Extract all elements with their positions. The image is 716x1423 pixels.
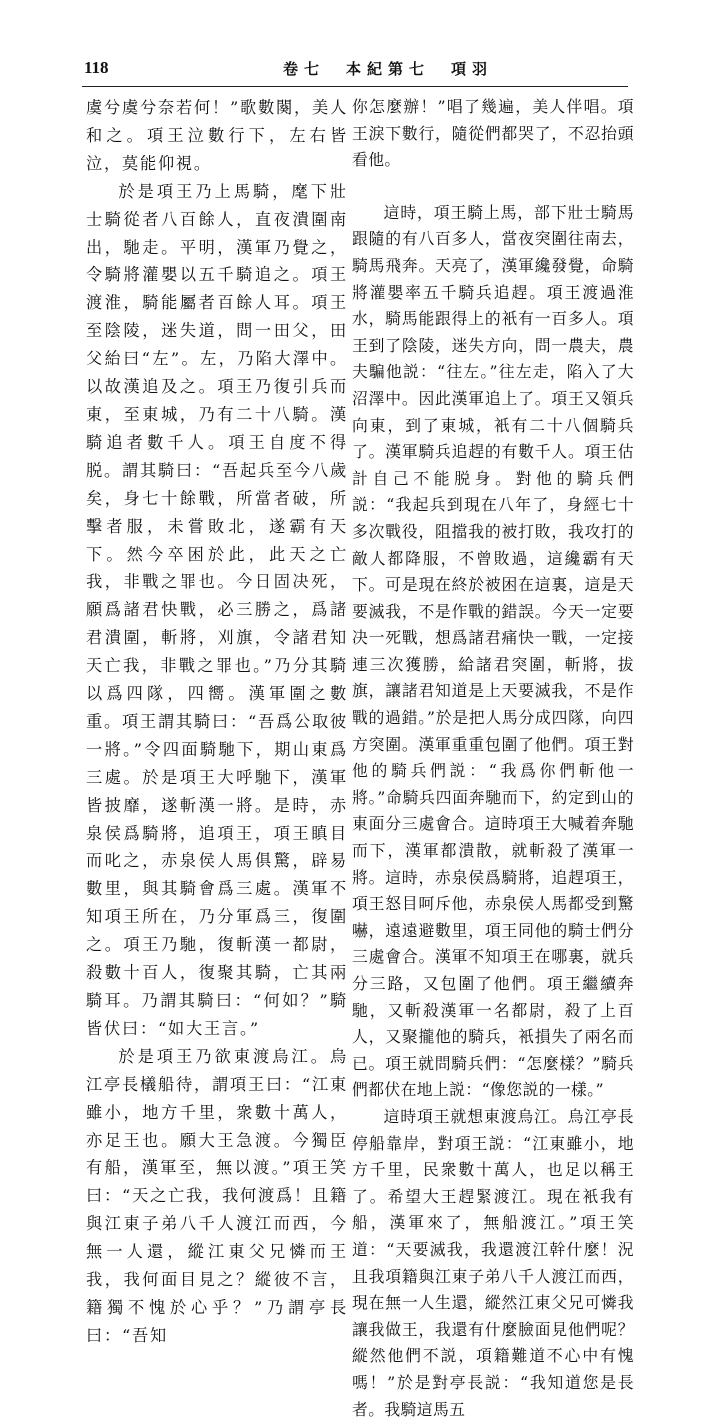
page-header	[0, 0, 716, 90]
translation-paragraph: 這時，項王騎上馬，部下壯士騎馬跟隨的有八百多人，當夜突圍往南去，騎馬飛奔。天亮了，漢軍纔發覺，命騎將灌嬰率五千騎兵追趕。項王渡過淮水，騎馬能跟得上的衹有一百多人。項王到了陰陵，迷失方向，問一農夫，農夫騙他説：“往左。”往左走，陷入了大沼澤中。因此漢軍追上了。項王又領兵向東，到了東城，衹有二十八個騎兵了。漢軍騎兵追趕的有數千人。項王估計自己不能脱身。對他的騎兵們説：“我起兵到現在八年了，身經七十多次戰役，阻擋我的被打敗，我攻打的敵人都降服，不曾敗過，這纔霸有天下。可是現在終於被困在這裏，這是天要滅我，不是作戰的錯誤。今天一定要决一死戰，想爲諸君痛快一戰，一定接連三次獲勝，給諸君突圍，斬將，拔旗，讓諸君知道是上天要滅我，不是作戰的過錯。”於是把人馬分成四隊，向四方突圍。漢軍重重包圍了他們。項王對他的騎兵們説：“我爲你們斬他一將。”命騎兵四面奔馳而下，約定到山的東面分三處會合。這時項王大喊着奔馳而下，漢軍都潰散，就斬殺了漢軍一將。這時，赤泉侯爲騎將，追趕項王，項王怒目呵斥他，赤泉侯人馬都受到驚嚇，遠遠避數里，項王同他的騎士們分三處會合。漢軍不知項王在哪裏，就兵分三路，又包圍了他們。項王繼續奔馳，又斬殺漢軍一名都尉，殺了上百人，又聚攏他的騎兵，衹損失了兩名而已。項王就問騎兵們：“怎麼樣？”騎兵們都伏在地上説：“像您説的一樣。”	[352, 202, 634, 1100]
classical-paragraph: 虞兮虞兮奈若何！”歌數闋，美人和之。項王泣數行下，左右皆泣，莫能仰視。	[86, 98, 348, 173]
translation-paragraph: 這時項王就想東渡烏江。烏江亭長停船靠岸，對項王説：“江東雖小，地方千里，民衆數十萬人，也足以稱王了。希望大王趕緊渡江。現在衹我有船，漢軍來了，無船渡江。”項王笑道：“天要滅我，我還渡江幹什麼！況且我項籍與江東子弟八千人渡江而西，現在無一人生還，縱然江東父兄可憐我讓我做王，我還有什麼臉面見他們呢？縱然他們不説，項籍難道不心中有愧嗎！”於是對亭長説：“我知道您是長者。我騎這馬五	[352, 1106, 634, 1419]
page-number: 118	[84, 58, 109, 77]
translation-paragraph: 你怎麼辦！”唱了幾遍，美人伴唱。項王淚下數行，隨從們都哭了，不忍抬頭看他。	[352, 97, 634, 170]
running-title: 卷七 本紀第七 項羽	[282, 60, 493, 78]
translation-text-column	[352, 94, 634, 1423]
header-rule	[82, 86, 628, 87]
classical-paragraph: 於是項王乃上馬騎，麾下壯士騎從者八百餘人，直夜潰圍南出，馳走。平明，漢軍乃覺之，令騎將灌嬰以五千騎追之。項王渡淮，騎能屬者百餘人耳。項王至陰陵，迷失道，問一田父，田父紿曰“左”。左，乃陷大澤中。以故漢追及之。項王乃復引兵而東，至東城，乃有二十八騎。漢騎追者數千人。項王自度不得脱。謂其騎曰：“吾起兵至今八歲矣，身七十餘戰，所當者破，所擊者服，未嘗敗北，遂霸有天下。然今卒困於此，此天之亡我，非戰之罪也。今日固决死，願爲諸君快戰，必三勝之，爲諸君潰圍，斬將，刈旗，令諸君知天亡我，非戰之罪也。”乃分其騎以爲四隊，四嚮。漢軍圍之數重。項王謂其騎曰：“吾爲公取彼一將。”令四面騎馳下，期山東爲三處。於是項王大呼馳下，漢軍皆披靡，遂斬漢一將。是時，赤泉侯爲騎將，追項王，項王瞋目而叱之，赤泉侯人馬俱驚，辟易數里，與其騎會爲三處。漢軍不知項王所在，乃分軍爲三，復圍之。項王乃馳，復斬漢一都尉，殺數十百人，復聚其騎，亡其兩騎耳。乃謂其騎曰：“何如？”騎皆伏曰：“如大王言。”	[86, 181, 348, 1038]
classical-text-column	[86, 94, 348, 1350]
classical-paragraph: 於是項王乃欲東渡烏江。烏江亭長檥船待，謂項王曰：“江東雖小，地方千里，衆數十萬人，亦足王也。願大王急渡。今獨臣有船，漢軍至，無以渡。”項王笑曰：“天之亡我，我何渡爲！且籍與江東子弟八千人渡江而西，今無一人還，縱江東父兄憐而王我，我何面目見之？縱彼不言，籍獨不愧於心乎？”乃謂亭長曰：“吾知	[86, 1046, 348, 1345]
